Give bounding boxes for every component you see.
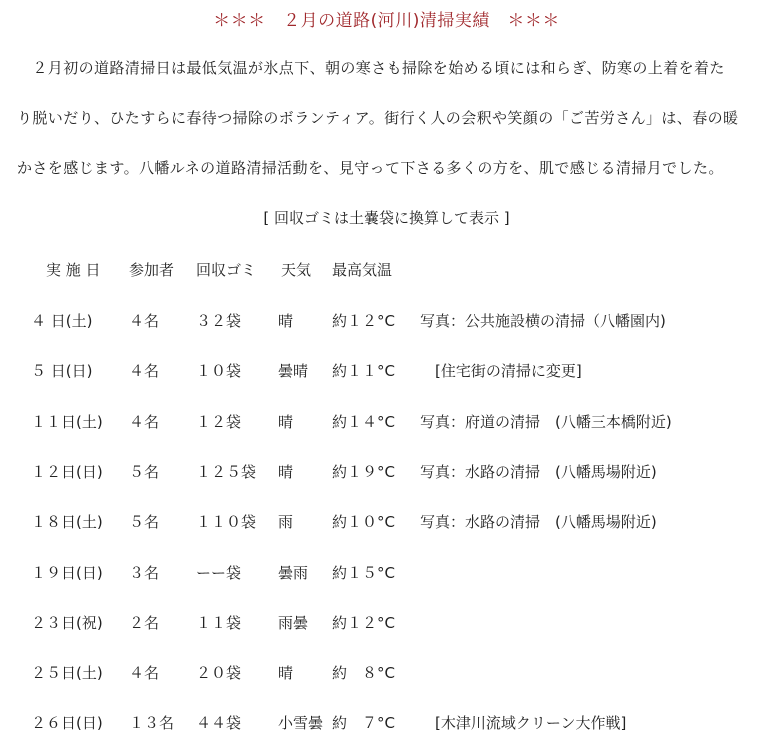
row-trash: １２袋 — [196, 413, 242, 431]
row-date: １２日(日) — [31, 463, 103, 481]
row-participants: ４名 — [129, 413, 160, 431]
row-max-temp: 約１０°C — [332, 513, 395, 531]
row-weather: 曇雨 — [278, 564, 309, 582]
row-participants: ５名 — [129, 513, 160, 531]
row-date: １８日(土) — [31, 513, 103, 531]
row-weather: 晴 — [278, 312, 294, 330]
header-date: 実 施 日 — [46, 261, 101, 279]
row-weather: 晴 — [278, 463, 294, 481]
trash-unit-note: [ 回収ゴミは土嚢袋に換算して表示 ] — [263, 209, 510, 227]
row-trash: １０袋 — [196, 362, 242, 380]
row-remark: [木津川流域クリーン大作戦] — [420, 714, 627, 732]
header-weather: 天気 — [281, 261, 312, 279]
row-max-temp: 約１２°C — [332, 312, 395, 330]
row-trash: ４４袋 — [196, 714, 242, 732]
row-participants: ５名 — [129, 463, 160, 481]
row-max-temp: 約 ７°C — [332, 714, 395, 732]
intro-paragraph-line-2: り脱いだり、ひたすらに春待つ掃除のボランティア。街行く人の会釈や笑顔の「ご苦労さん」は、春の暖 — [17, 109, 739, 127]
header-max-temp: 最高気温 — [332, 261, 393, 279]
row-date: ２３日(祝) — [31, 614, 103, 632]
row-participants: ４名 — [129, 312, 160, 330]
row-participants: １３名 — [129, 714, 175, 732]
row-max-temp: 約１４°C — [332, 413, 395, 431]
row-weather: 雨曇 — [278, 614, 309, 632]
row-remark: 写真：府道の清掃 (八幡三本橋附近) — [420, 413, 672, 431]
row-weather: 小雪曇 — [278, 714, 324, 732]
row-weather: 曇晴 — [278, 362, 309, 380]
intro-paragraph-line-3: かさを感じます。八幡ルネの道路清掃活動を、見守って下さる多くの方を、肌で感じる清掃月でした。 — [17, 159, 724, 177]
row-trash: １２５袋 — [196, 463, 257, 481]
page-title: ＊＊＊ ２月の道路(河川)清掃実績 ＊＊＊ — [213, 11, 560, 31]
row-weather: 雨 — [278, 513, 294, 531]
intro-paragraph-line-1: ２月初の道路清掃日は最低気温が氷点下、朝の寒さも掃除を始める頃には和らぎ、防寒の上着を着た — [17, 59, 725, 77]
row-participants: ４名 — [129, 664, 160, 682]
row-date: ２５日(土) — [31, 664, 103, 682]
row-date: ４ 日(土) — [31, 312, 93, 330]
header-participants: 参加者 — [129, 261, 175, 279]
row-weather: 晴 — [278, 413, 294, 431]
row-remark: 写真：公共施設横の清掃（八幡園内) — [420, 312, 666, 330]
row-weather: 晴 — [278, 664, 294, 682]
row-remark: 写真：水路の清掃 (八幡馬場附近) — [420, 463, 657, 481]
row-max-temp: 約１９°C — [332, 463, 395, 481]
row-participants: ４名 — [129, 362, 160, 380]
row-date: ２６日(日) — [31, 714, 103, 732]
row-trash: ２０袋 — [196, 664, 242, 682]
row-participants: ２名 — [129, 614, 160, 632]
row-trash: ーー袋 — [196, 564, 242, 582]
row-max-temp: 約１２°C — [332, 614, 395, 632]
row-date: １９日(日) — [31, 564, 103, 582]
row-date: １１日(土) — [31, 413, 103, 431]
row-remark: 写真：水路の清掃 (八幡馬場附近) — [420, 513, 657, 531]
row-max-temp: 約１１°C — [332, 362, 395, 380]
row-date: ５ 日(日) — [31, 362, 93, 380]
header-trash: 回収ゴミ — [196, 261, 257, 279]
row-max-temp: 約 ８°C — [332, 664, 395, 682]
row-remark: [住宅街の清掃に変更] — [420, 362, 582, 380]
row-trash: ３２袋 — [196, 312, 242, 330]
row-trash: １１０袋 — [196, 513, 257, 531]
row-trash: １１袋 — [196, 614, 242, 632]
row-max-temp: 約１５°C — [332, 564, 395, 582]
row-participants: ３名 — [129, 564, 160, 582]
